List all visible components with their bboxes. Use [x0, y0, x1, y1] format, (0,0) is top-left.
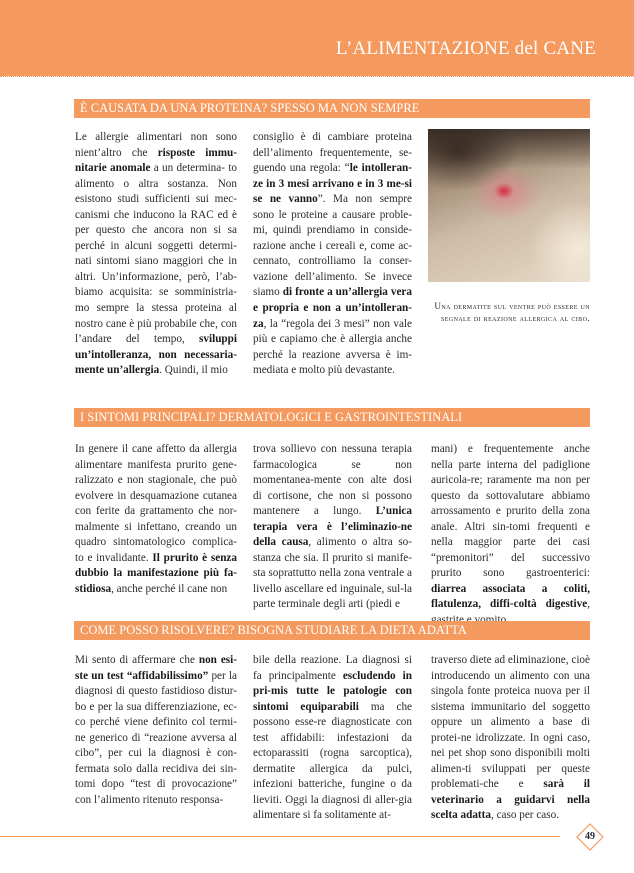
section3-column3: traverso diete ad eliminazione, cioè introducendo un alimento con una singola fonte proteica nuova per il sistema immunitario del soggetto oppure un alimento a base di protei-ne idrolizzate. In ogni caso, nei pet shop sono disponibili molti alimen-ti sviluppati per queste problemati-che e sarà il veterinario a guidarvi nella scelta adatta, caso per caso.: [431, 654, 590, 822]
section-heading-cause: È CAUSATA DA UNA PROTEINA? SPESSO MA NON SEMPRE: [74, 99, 590, 118]
section1-column2: consiglio è di cambiare proteina dell’alimento frequentemente, se-guendo una regola: “le intolleran-ze in 3 mesi arrivano e in 3 me-si se ne vanno”. Ma non sempre sono le proteine a causare proble-mi, quindi prendiamo in conside-razione anche i cereali e, come ac-cennato, controlliamo la conser-vazione dell’alimento. Se invece siamo di fronte a un’allergia vera e propria e non a un’intolleran-za, la “regola dei 3 mesi” non vale più e capiamo che è allergia anche perché la reazione avversa è im-mediata e molto più devastante.: [253, 131, 412, 377]
section-heading-solution: COME POSSO RISOLVERE? BISOGNA STUDIARE LA DIETA ADATTA: [74, 621, 590, 640]
footer-divider: [0, 836, 560, 837]
section2-column3: mani) e frequentemente anche nella parte interna del padiglione auricola-re; raramente ma non per questo da sottovalutare abbiamo arrossamento e prurito della zona anale. Altri sin-tomi frequenti e nella maggior parte dei casi “premonitori” del successivo prurito sono gastroenterici: diarrea associata a coliti, flatulenza, diffi-coltà digestive,: [431, 443, 590, 611]
section3-column1: Mi sento di affermare che non esi-ste un test “affidabilissimo” per la diagnosi di questo fastidioso distur-bo e per la sua differenziazione, ec-co perché viene definito col termi-ne generico di “reazione avversa al cibo”, per cui la diagnosi è con-fermata solo dalla recidiva dei sin-tomi dopo “test di provocazione” con l’alimento ritenuto responsa-: [75, 654, 237, 806]
section3-column2: bile della reazione. La diagnosi si fa principalmente escludendo in pri-mis tutte le patologie con sintomi equiparabili ma che possono esse-re diagnosticate con test affidabili: infestazioni da ectoparassiti (rogna sarcoptica), dermatite allergica da pulci, infezioni batteriche, fungine o da lieviti. Oggi la diagnosi di aller-gia alimentare si fa solitamente at-: [253, 654, 412, 822]
photo-caption: Una dermatite sul ventre può essere un segnale di reazione allergica al cibo.: [434, 301, 590, 323]
photo-shading: [428, 129, 590, 169]
section-heading-symptoms: I SINTOMI PRINCIPALI? DERMATOLOGICI E GASTROINTESTINALI: [74, 408, 590, 427]
page-header: [0, 0, 634, 76]
section2-column1: In genere il cane affetto da allergia alimentare manifesta prurito gene-ralizzato e non stagionale, che può evolvere in desquamazione cutanea con ferite da grattamento che nor-malmente si infettano, creando un quadro sintomatologico complica-to e invalidante. Il prurito è senza dubbio la manifestazione più fa-stidiosa, anche perché il cane non: [75, 443, 237, 595]
section2-column2: trova sollievo con nessuna terapia farmacologica se non momentanea-mente con alte dosi di cortisone, che non si possono mantenere a lungo. L’unica terapia vera è l’eliminazio-ne della causa, alimento o altra so-stanza che sia. Il prurito si manife-sta soprattutto nella zona ventrale a livello ascellare ed inguinale, sul-la parte terminale degli arti (piedi e: [253, 443, 412, 611]
dermatitis-photo: [428, 129, 590, 282]
header-divider: [0, 76, 634, 77]
magazine-section-title: L’ALIMENTAZIONE del CANE: [335, 38, 596, 59]
section1-column1: Le allergie alimentari non sono nient’altro che risposte immu- nitarie anomale a un determina- to alimento o altra sostanza. Non esistono studi sufficienti sui mec-canismi che inducono la RAC ed è per questo che ancora non si sa perché in alcuni soggetti determi-nati sintomi siano maggiori che in altri. Un’informazione, però, l’ab-biamo acquisita: se somministria-mo sempre la stessa proteina al nostro cane è più probabile che, con l’andare del tempo, sviluppi un’intolleranza, non necessaria-mente un’allergia. Quindi, il mio: [75, 131, 238, 377]
page-number: 49: [585, 831, 595, 842]
